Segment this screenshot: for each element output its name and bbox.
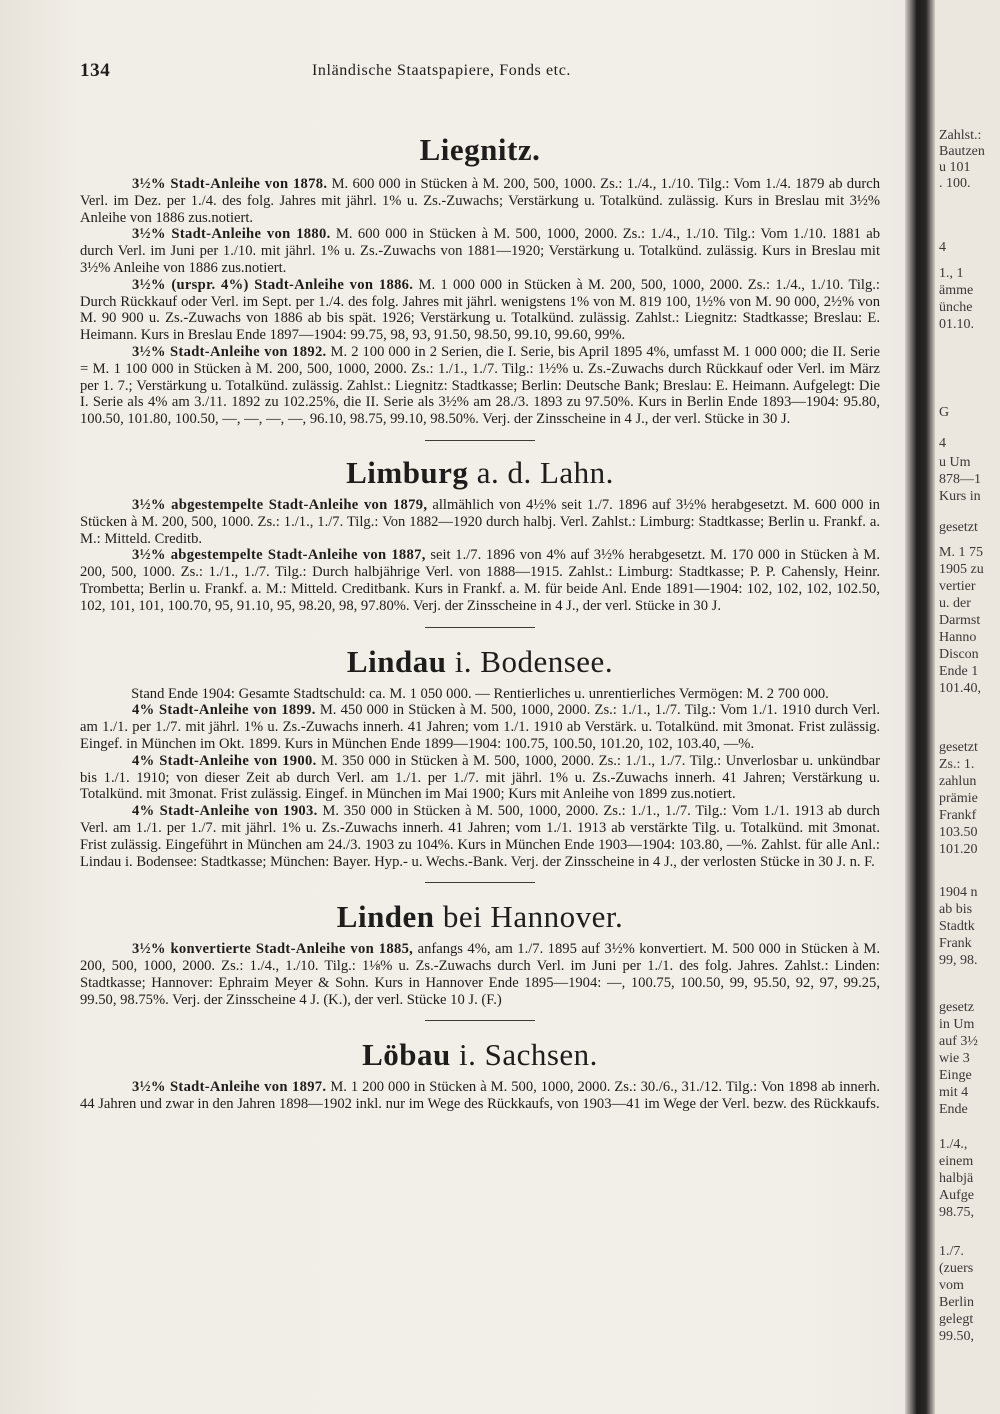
next-page-fragment: 1904 n: [939, 885, 978, 900]
next-page-fragment: vom: [939, 1278, 964, 1293]
next-page-fragment: Ende 1: [939, 664, 979, 679]
section-divider: [425, 627, 535, 628]
bond-entry: [80, 277, 880, 344]
bond-entry: [80, 344, 880, 428]
next-page-fragment: u 101: [939, 160, 971, 175]
section-liegnitz: [80, 132, 880, 441]
next-page-fragment: Aufge: [939, 1188, 974, 1203]
next-page-fragment: mit 4: [939, 1085, 969, 1100]
bond-title: 4% Stadt-Anleihe von 1903.: [132, 803, 318, 820]
section-title: [80, 132, 880, 168]
next-page-fragment: Kurs in: [939, 489, 981, 504]
main-column: [80, 60, 880, 1113]
section-divider: [425, 882, 535, 883]
next-page-fragment: gesetzt: [939, 520, 978, 535]
bond-text: M. 600 000 in Stücken à M. 200, 500, 1000. Zs.: 1./4., 1./10. Tilg.: Vom 1./4. 1879 ab durch Verl. im Dez. per 1./4. des folg. Jahres mit jährl. 1% u. Zs.-Zuwachs; Verstärkung u. Totalkünd. zulässig. Kurs in Breslau mit 3½% Anleihe von 1886 zus.notiert.: [80, 176, 880, 226]
next-page-fragment: zahlun: [939, 774, 977, 789]
next-page-fragment: auf 3½: [939, 1034, 978, 1049]
section-title: [80, 644, 880, 680]
next-page-fragment: 1./4.,: [939, 1137, 968, 1152]
bond-title: 3½% Stadt-Anleihe von 1880.: [132, 226, 331, 243]
bond-entry: [80, 547, 880, 614]
bond-entry: [80, 497, 880, 547]
next-page-fragment: 1./7.: [939, 1244, 964, 1259]
next-page-fragment: Zs.: 1.: [939, 757, 975, 772]
page-number: 134: [80, 60, 111, 81]
next-page-fragment: in Um: [939, 1017, 975, 1032]
section-loebau: [80, 1037, 880, 1113]
section-qualifier: a. d. Lahn.: [476, 454, 614, 490]
next-page-fragment: einem: [939, 1154, 974, 1169]
bond-entry: [80, 176, 880, 226]
section-lindau: [80, 644, 880, 884]
bond-entry: [80, 226, 880, 276]
next-page-fragment: Zahlst.:: [939, 128, 982, 143]
section-limburg: [80, 455, 880, 628]
next-page-fragment: 1905 zu: [939, 562, 984, 577]
running-title: Inländische Staatspapiere, Fonds etc.: [312, 62, 572, 79]
section-place: Löbau: [362, 1037, 451, 1073]
bond-entry: [80, 753, 880, 803]
next-page-fragment: 101.40,: [939, 681, 981, 696]
next-page-fragment: . 100.: [939, 176, 971, 191]
bond-text: M. 1 200 000 in Stücken à M. 500, 1000, 2000. Zs.: 30./6., 31./12. Tilg.: Von 1898 ab innerh. 44 Jahren und zwar in den Jahren 1898—1902 inkl. nur im Wege des Rückkaufs, von 1903—41 im Wege der Verl. bezw. des Rückkaufs.: [80, 1079, 880, 1113]
section-qualifier: i. Bodensee.: [454, 643, 614, 679]
section-title: [80, 1037, 880, 1073]
next-page-fragment: 1., 1: [939, 266, 964, 281]
bond-title: 3½% Stadt-Anleihe von 1892.: [132, 343, 327, 360]
next-page-fragment: prämie: [939, 791, 978, 806]
section-linden: [80, 899, 880, 1021]
bond-text: M. 350 000 in Stücken à M. 500, 1000, 2000. Zs.: 1./1., 1./7. Tilg.: Vom 1./1. 1913 ab durch Verl. am 1./1. per 1./7. mit jährl. 1% u. Zs.-Zuwachs innerh. 41 Jahren; vom 1./1. 1913 ab verstärkte Tilg. u. Totalkünd. mit 3monat. Frist zulässig. Eingeführt in München am 24./3. 1903 zu 104%. Kurs in München Ende 1903—1904: 103.80, —%. Zahlst. für alle Anl.: Lindau i. Bodensee: Stadtkasse; München: Bayer. Hyp.- u. Wechs.-Bank. Verj. der Zinsscheine in 4 J., der verlosten Stücke in 30 J. n. F.: [80, 803, 880, 870]
section-divider: [425, 440, 535, 441]
next-page-fragment: wie 3: [939, 1051, 970, 1066]
bond-title: 4% Stadt-Anleihe von 1899.: [132, 702, 316, 719]
next-page-fragment: ünche: [939, 300, 973, 315]
next-page-fragment: Frankf: [939, 808, 977, 823]
next-page-fragment: gesetzt: [939, 740, 978, 755]
bond-text: M. 450 000 in Stücken à M. 500, 1000, 2000. Zs.: 1./1., 1./7. Tilg.: Vom 1./1. 1910 durch Verl. am 1./1. per 1./7. mit jährl. 1% u. Zs.-Zuwachs innerh. 41 Jahren; vom 1./1. 1910 ab Verstärk. u. Totalkünd. mit 3monat. Frist zulässig. Eingef. in München im Okt. 1899. Kurs in München Ende 1899—1904: 100.75, 100.50, 101.20, 102, 103.40, —%.: [80, 702, 880, 752]
next-page-fragment: Einge: [939, 1068, 972, 1083]
section-qualifier: bei Hannover.: [442, 899, 624, 935]
next-page-fragment: ämme: [939, 283, 974, 298]
next-page-fragment: Discon: [939, 647, 979, 662]
bond-title: 3½% abgestempelte Stadt-Anleihe von 1879,: [132, 496, 428, 513]
section-title: [80, 455, 880, 491]
bond-title: 3½% Stadt-Anleihe von 1878.: [132, 176, 328, 192]
next-page-fragment: 101.20: [939, 842, 978, 857]
bond-title: 3½% abgestempelte Stadt-Anleihe von 1887,: [132, 547, 426, 564]
section-qualifier: i. Sachsen.: [458, 1037, 598, 1073]
next-page-fragment: Frank: [939, 936, 972, 951]
bond-text: M. 1 000 000 in Stücken à M. 200, 500, 1000, 2000. Zs.: 1./4., 1./10. Tilg.: Durch Rückkauf oder Verl. im Sept. per 1./4. des folg. Jahres mit jährl. wenigstens 1% von M. 819 100, 1½% von M. 90 000, 2½% von M. 90 900 u. Zs.-Zuwachs von 1886 ab bis spät. 1926; Verstärkung u. Totalkünd. zulässig. Zahlst.: Liegnitz: Stadtkasse; Breslau: E. Heimann. Kurs in Breslau Ende 1897—1904: 99.75, 98, 93, 91.50, 98.50, 99.10, 99.60, 99%.: [80, 276, 880, 344]
bond-text: M. 350 000 in Stücken à M. 500, 1000, 2000. Zs.: 1./1., 1./7. Tilg.: Unverlosbar u. unkündbar bis 1./1. 1910; von dieser Zeit ab durch Verl. am 1./1. per 1./7. mit jährl. 1% u. Zs.-Zuwachs innerh. 41 Jahren; Verstärkung u. Totalkünd. mit 3monat. Frist zulässig. Eingef. in München im Mai 1900; Kurs mit Anleihe von 1899 zus.notiert.: [80, 752, 880, 803]
next-page-fragment: 99, 98.: [939, 953, 978, 968]
section-divider: [425, 1020, 535, 1021]
next-page-fragment: Bautzen: [939, 144, 985, 159]
next-page-fragment: Hanno: [939, 630, 977, 645]
bond-title: 3½% Stadt-Anleihe von 1897.: [132, 1079, 327, 1096]
next-page-fragment: G: [939, 405, 950, 420]
next-page-fragment: 4: [939, 436, 946, 451]
sections-container: [80, 132, 880, 1113]
next-page-fragment: 4: [939, 240, 946, 255]
bond-entry: [80, 803, 880, 870]
next-page-fragment: Stadtk: [939, 919, 975, 934]
book-gutter: [905, 0, 935, 1414]
next-page-fragment: gesetz: [939, 1000, 974, 1015]
bond-title: 3½% konvertierte Stadt-Anleihe von 1885,: [132, 941, 414, 958]
bond-title: 3½% (urspr. 4%) Stadt-Anleihe von 1886.: [132, 276, 414, 293]
next-page-fragment: halbjä: [939, 1171, 974, 1186]
section-place: Linden: [336, 899, 435, 935]
next-page-fragment: ab bis: [939, 902, 973, 917]
next-page-fragment: vertier: [939, 579, 976, 594]
next-page-fragment: Ende: [939, 1102, 968, 1117]
next-page-fragment: gelegt: [939, 1312, 974, 1327]
bond-text: seit 1./7. 1896 von 4% auf 3½% herabgesetzt. M. 170 000 in Stücken à M. 200, 500, 1000. Zs.: 1./1., 1./7. Tilg.: Durch halbjährige Verl. von 1888—1915. Zahlst.: Limburg: Stadtkasse; P. P. Cahensly, Heinr. Trombetta; Berlin u. Frankf. a. M.: Mitteld. Creditbank. Kurs in Frankf. a. M. für beide Anl. Ende 1891—1904: 102, 102, 102, 102.50, 102, 101, 101, 100.70, 95, 91.10, 95, 98.20, 98, 97.80%. Verj. der Zinsscheine in 4 J., der verl. Stücke in 30 J.: [80, 547, 880, 614]
bond-entry: [80, 1079, 880, 1113]
section-stand: Stand Ende 1904: Gesamte Stadtschuld: ca. M. 1 050 000. — Rentierliches u. unrentierliches Vermögen: M. 2 700 000.: [131, 685, 829, 702]
bond-title: 4% Stadt-Anleihe von 1900.: [132, 752, 317, 769]
next-page-fragment: M. 1 75: [939, 545, 983, 560]
bond-text: anfangs 4%, am 1./7. 1895 auf 3½% konvertiert. M. 500 000 in Stücken à M. 200, 500, 1000, 2000. Zs.: 1./4., 1./10. Tilg.: 1⅛% u. Zs.-Zuwachs durch Verl. im Juni per 1./1. des folg. Jahres. Zahlst.: Linden: Stadtkasse; Hannover: Ephraim Meyer & Sohn. Kurs in Hannover Ende 1895—1904: —, 100.75, 100.50, 99, 95.50, 92, 97, 99.25, 99.50, 98.75%. Verj. der Zinsscheine 4 J. (K.), der verl. Stücke 10 J. (F.): [80, 941, 880, 1008]
next-page-column: [935, 0, 1000, 1414]
next-page-fragment: 103.50: [939, 825, 978, 840]
next-page-fragment: 01.10.: [939, 317, 974, 332]
next-page-fragment: 98.75,: [939, 1205, 974, 1220]
next-page-fragment: 99.50,: [939, 1329, 974, 1344]
running-head: [80, 60, 880, 90]
bond-text: M. 2 100 000 in 2 Serien, die I. Serie, bis April 1895 4%, umfasst M. 1 000 000; die II. Serie = M. 1 100 000 in Stücken à M. 200, 500, 1000, 2000. Zs.: 1./1., 1./7. Tilg.: 1½% u. Zs.-Zuwachs durch Rückkauf oder Verl. im März per 1. 7.; Verstärkung u. Totalkünd. zulässig. Zahlst.: Liegnitz: Stadtkasse; Berlin: Deutsche Bank; Breslau: E. Heimann. Aufgelegt: Die I. Serie als 4% am 3./11. 1892 zu 102.25%, die II. Serie als 3½% am 28./3. 1893 zu 97.50%. Kurs in Berlin Ende 1893—1904: 95.80, 100.50, 101.80, 100.50, —, —, —, —, 96.10, 98.75, 99.10, 98.50%. Verj. der Zinsscheine in 4 J., der verl. Stücke in 30 J.: [80, 343, 880, 428]
bond-entry: [80, 702, 880, 752]
next-page-fragment: u Um: [939, 455, 971, 470]
next-page-fragment: (zuers: [939, 1261, 974, 1276]
next-page-fragment: 878—1: [939, 472, 981, 487]
next-page-fragment: u. der: [939, 596, 971, 611]
next-page-fragment: Berlin: [939, 1295, 974, 1310]
section-title: [80, 899, 880, 935]
bond-text: M. 600 000 in Stücken à M. 500, 1000, 2000. Zs.: 1./4., 1./10. Tilg.: Vom 1./10. 1881 ab durch Verl. im Juni per 1./10. mit jährl. 1% u. Zs.-Zuwachs von 1881—1920; Verstärkung u. Totalkünd. zulässig. Kurs in Breslau mit 3½% Anleihe von 1886 zus.notiert.: [80, 226, 881, 276]
bond-text: allmählich von 4½% seit 1./7. 1896 auf 3½% herabgesetzt. M. 600 000 in Stücken à M. 200, 500, 1000. Zs.: 1./1., 1./7. Tilg.: Von 1882—1920 durch halbj. Verl. Zahlst.: Limburg: Stadtkasse; Berlin u. Frankf. a. M.: Mitteld. Creditb.: [80, 496, 880, 547]
bond-entry: [80, 941, 880, 1008]
section-place: Limburg: [346, 454, 469, 490]
next-page-fragment: Darmst: [939, 613, 981, 628]
section-place: Liegnitz.: [419, 132, 541, 167]
section-place: Lindau: [346, 643, 447, 679]
